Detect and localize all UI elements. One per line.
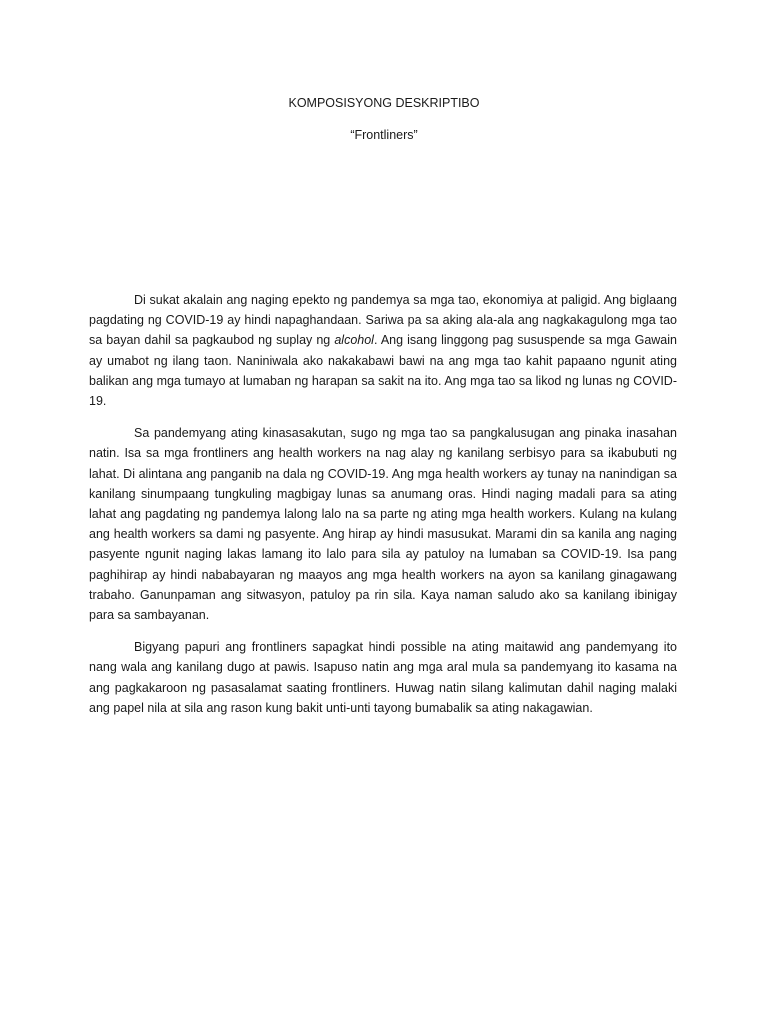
paragraph-1	[89, 290, 677, 411]
document-body	[89, 290, 677, 730]
paragraph-3: Bigyang papuri ang frontliners sapagkat hindi possible na ating maitawid ang pandemyang ito nang wala ang kanilang dugo at pawis. Isapuso natin ang mga aral mula sa pandemyang ito kasama na ang pagkakaroon ng pasasalamat saating frontliners. Huwag natin silang kalimutan dahil naging malaki ang papel nila at sila ang rason kung bakit unti-unti tayong bumabalik sa ating nakagawian.	[89, 640, 677, 715]
paragraph-1-text-a: Di sukat akalain ang naging epekto ng pandemya sa mga tao, ekonomiya at paligid. Ang biglaang pagdating ng COVID-19 ay hindi napaghandaan. Sariwa pa sa aking ala-ala ang nagkakagulong mga tao sa bayan dahil sa pagkaubod ng suplay ng	[89, 293, 677, 348]
document-title: KOMPOSISYONG DESKRIPTIBO	[288, 96, 480, 110]
paragraph-2: Sa pandemyang ating kinasasakutan, sugo ng mga tao sa pangkalusugan ang pinaka inasahan natin. Isa sa mga frontliners ang health workers na nag alay ng kanilang serbisyo para sa ikabubuti ng lahat. Di alintana ang panganib na dala ng COVID-19. Ang mga health workers ay tunay na nanindigan sa kanilang sinumpaang tungkuling magbigay lunas sa anumang oras. Hindi naging madali para sa ating lahat ang pagdating ng pandemya lalong lalo na sa parte ng ating mga health workers. Kulang na kulang ang health workers sa dami ng pasyente. Ang hirap ay hindi masusukat. Marami din sa kanila ang naging pasyente ngunit naging lakas lamang ito lalo para sila ay patuloy na lumaban sa COVID-19. Isa pang paghihirap ay hindi nababayaran ng maayos ang mga health workers na ayon sa kanilang ginagawang trabaho. Ganunpaman ang sitwasyon, patuloy pa rin sila. Kaya naman saludo ako sa kanilang ibinigay para sa sambayanan.	[89, 426, 677, 623]
paragraph-1-italic: alcohol	[334, 333, 374, 348]
paragraph-1-text-b: . Ang isang linggong pag sususpende sa mga Gawain ay umabot ng ilang taon. Naniniwala ako nakakabawi bawi na ang mga tao kahit papaano ngunit ating balikan ang mga tumayo at lumaban ng harapan sa sakit na ito. Ang mga tao sa likod ng lunas ng COVID-19.	[89, 333, 677, 409]
document-subtitle: “Frontliners”	[350, 128, 418, 142]
